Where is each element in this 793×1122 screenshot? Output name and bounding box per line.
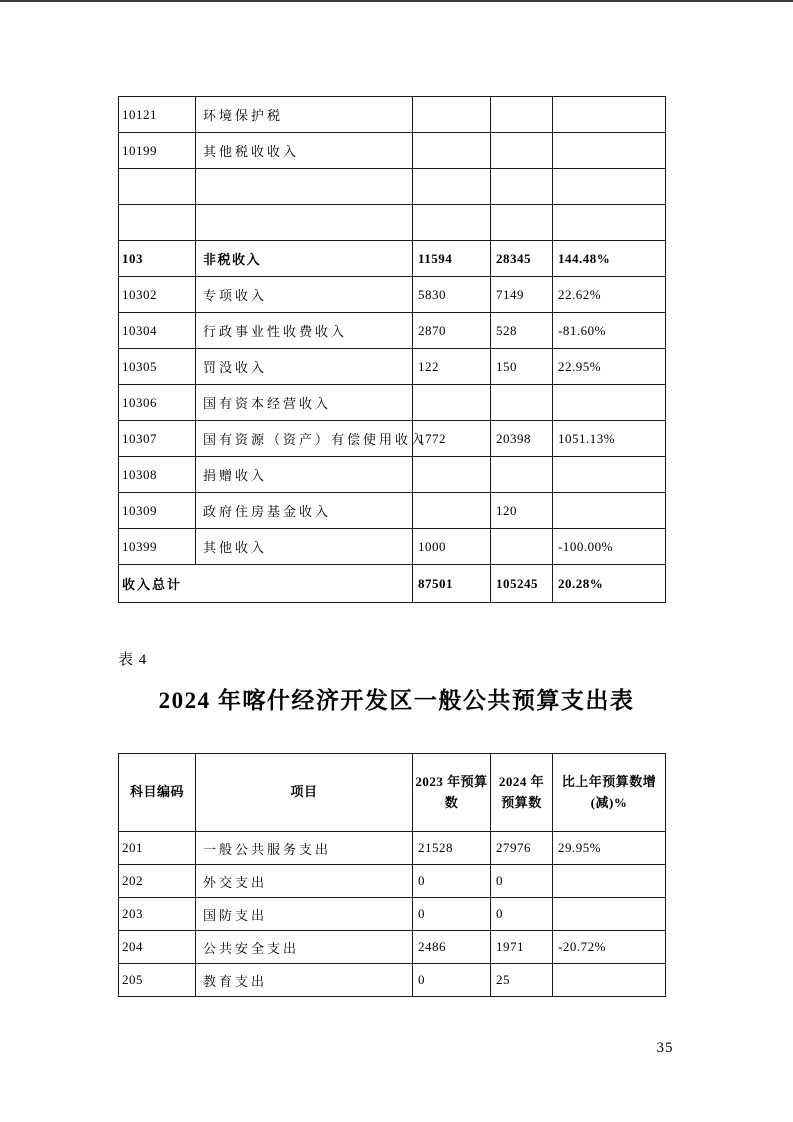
item-name-cell: 教育支出 <box>196 964 413 997</box>
table-row <box>119 493 666 529</box>
budget-2023-cell: 2870 <box>413 313 491 349</box>
budget-2024-cell: 0 <box>491 898 553 931</box>
table-row <box>119 421 666 457</box>
budget-2024-cell <box>491 457 553 493</box>
subject-code-cell: 10304 <box>119 313 196 349</box>
item-name-cell: 非税收入 <box>196 241 413 277</box>
page-top-edge <box>0 0 793 2</box>
budget-2023-cell <box>413 205 491 241</box>
change-pct-cell: -81.60% <box>553 313 666 349</box>
item-name-cell: 环境保护税 <box>196 97 413 133</box>
budget-2023-cell <box>413 169 491 205</box>
header-subject-code: 科目编码 <box>119 754 196 832</box>
budget-2023-cell: 21528 <box>413 832 491 865</box>
table-row <box>119 898 666 931</box>
budget-2024-cell: 27976 <box>491 832 553 865</box>
income-total-2024-cell: 105245 <box>491 565 553 603</box>
subject-code-cell: 203 <box>119 898 196 931</box>
item-name-cell: 捐赠收入 <box>196 457 413 493</box>
table-row <box>119 97 666 133</box>
table-row <box>119 277 666 313</box>
subject-code-cell: 103 <box>119 241 196 277</box>
subject-code-cell: 10121 <box>119 97 196 133</box>
change-pct-cell: -100.00% <box>553 529 666 565</box>
table-row <box>119 205 666 241</box>
table-row <box>119 313 666 349</box>
budget-2024-cell: 20398 <box>491 421 553 457</box>
budget-2023-cell <box>413 97 491 133</box>
budget-2024-cell <box>491 529 553 565</box>
item-name-cell: 国有资源（资产）有偿使用收入 <box>196 421 413 457</box>
change-pct-cell: 22.95% <box>553 349 666 385</box>
table-row <box>119 931 666 964</box>
table-row <box>119 133 666 169</box>
subject-code-cell: 204 <box>119 931 196 964</box>
table-row <box>119 385 666 421</box>
budget-2023-cell: 1000 <box>413 529 491 565</box>
change-pct-cell: 29.95% <box>553 832 666 865</box>
item-name-cell: 外交支出 <box>196 865 413 898</box>
income-total-2023-cell: 87501 <box>413 565 491 603</box>
budget-2024-cell: 7149 <box>491 277 553 313</box>
item-name-cell <box>196 205 413 241</box>
budget-2024-cell: 0 <box>491 865 553 898</box>
subject-code-cell: 10305 <box>119 349 196 385</box>
item-name-cell: 专项收入 <box>196 277 413 313</box>
budget-2023-cell: 2486 <box>413 931 491 964</box>
change-pct-cell <box>553 133 666 169</box>
change-pct-cell <box>553 493 666 529</box>
budget-2023-cell: 1772 <box>413 421 491 457</box>
budget-2023-cell: 122 <box>413 349 491 385</box>
budget-2024-cell: 1971 <box>491 931 553 964</box>
budget-2023-cell: 0 <box>413 964 491 997</box>
item-name-cell: 政府住房基金收入 <box>196 493 413 529</box>
change-pct-cell: 22.62% <box>553 277 666 313</box>
budget-2024-cell <box>491 97 553 133</box>
budget-2024-cell: 120 <box>491 493 553 529</box>
table-row <box>119 832 666 865</box>
item-name-cell: 行政事业性收费收入 <box>196 313 413 349</box>
item-name-cell: 公共安全支出 <box>196 931 413 964</box>
item-name-cell: 国防支出 <box>196 898 413 931</box>
change-pct-cell <box>553 457 666 493</box>
budget-2024-cell <box>491 169 553 205</box>
table-row <box>119 529 666 565</box>
table-row <box>119 169 666 205</box>
table-4-label: 表 4 <box>118 652 148 668</box>
expenditure-table <box>118 753 666 997</box>
subject-code-cell: 10307 <box>119 421 196 457</box>
item-name-cell: 国有资本经营收入 <box>196 385 413 421</box>
expenditure-header-row <box>119 754 666 832</box>
change-pct-cell <box>553 205 666 241</box>
item-name-cell: 其他收入 <box>196 529 413 565</box>
subject-code-cell: 201 <box>119 832 196 865</box>
income-total-change-cell: 20.28% <box>553 565 666 603</box>
budget-2023-cell: 0 <box>413 865 491 898</box>
change-pct-cell <box>553 385 666 421</box>
budget-2024-cell <box>491 385 553 421</box>
budget-2023-cell: 0 <box>413 898 491 931</box>
subject-code-cell: 10308 <box>119 457 196 493</box>
subject-code-cell: 205 <box>119 964 196 997</box>
change-pct-cell: 1051.13% <box>553 421 666 457</box>
income-total-label-cell: 收入总计 <box>119 565 413 603</box>
budget-2024-cell: 528 <box>491 313 553 349</box>
budget-2024-cell: 25 <box>491 964 553 997</box>
budget-2023-cell <box>413 493 491 529</box>
page-number: 35 <box>656 1040 674 1056</box>
budget-2023-cell: 11594 <box>413 241 491 277</box>
table-row <box>119 964 666 997</box>
subject-code-cell: 10199 <box>119 133 196 169</box>
budget-2023-cell: 5830 <box>413 277 491 313</box>
subject-code-cell: 10399 <box>119 529 196 565</box>
change-pct-cell <box>553 169 666 205</box>
change-pct-cell <box>553 964 666 997</box>
change-pct-cell <box>553 97 666 133</box>
budget-2024-cell <box>491 133 553 169</box>
change-pct-cell <box>553 865 666 898</box>
table-row <box>119 241 666 277</box>
subject-code-cell <box>119 169 196 205</box>
table-row <box>119 457 666 493</box>
header-item: 项目 <box>196 754 413 832</box>
table-row <box>119 349 666 385</box>
header-budget-2023: 2023 年预算数 <box>413 754 491 832</box>
change-pct-cell <box>553 898 666 931</box>
subject-code-cell: 10306 <box>119 385 196 421</box>
subject-code-cell <box>119 205 196 241</box>
income-total-row <box>119 565 666 603</box>
budget-2023-cell <box>413 385 491 421</box>
budget-2024-cell <box>491 205 553 241</box>
header-budget-2024: 2024 年预算数 <box>491 754 553 832</box>
subject-code-cell: 10309 <box>119 493 196 529</box>
subject-code-cell: 10302 <box>119 277 196 313</box>
item-name-cell: 其他税收收入 <box>196 133 413 169</box>
budget-2023-cell <box>413 457 491 493</box>
table-row <box>119 865 666 898</box>
subject-code-cell: 202 <box>119 865 196 898</box>
expenditure-table-title: 2024 年喀什经济开发区一般公共预算支出表 <box>158 688 635 713</box>
change-pct-cell: -20.72% <box>553 931 666 964</box>
item-name-cell <box>196 169 413 205</box>
budget-2023-cell <box>413 133 491 169</box>
item-name-cell: 罚没收入 <box>196 349 413 385</box>
change-pct-cell: 144.48% <box>553 241 666 277</box>
income-table <box>118 96 666 603</box>
budget-2024-cell: 28345 <box>491 241 553 277</box>
budget-2024-cell: 150 <box>491 349 553 385</box>
header-change-pct: 比上年预算数增(减)% <box>553 754 666 832</box>
item-name-cell: 一般公共服务支出 <box>196 832 413 865</box>
